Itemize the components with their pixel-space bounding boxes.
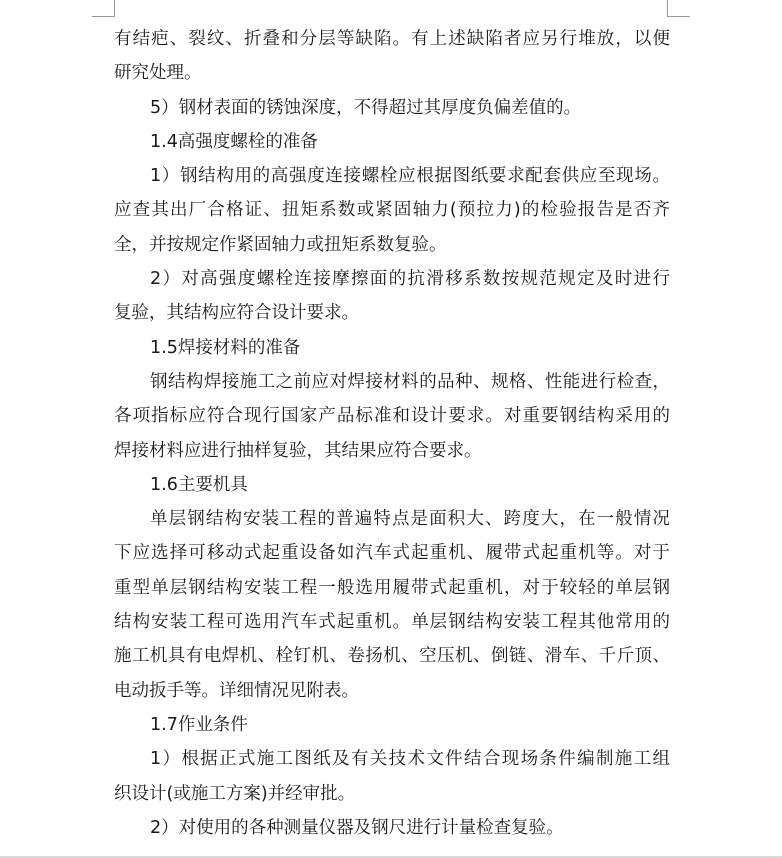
text-line: 研究处理。	[114, 63, 202, 84]
text-line: 各项指标应符合现行国家产品标准和设计要求。对重要钢结构采用的	[114, 406, 670, 427]
text-line: 1）钢结构用的高强度连接螺栓应根据图纸要求配套供应至现场。	[150, 166, 670, 187]
text-line: 2）对高强度螺栓连接摩擦面的抗滑移系数按规范规定及时进行	[150, 269, 670, 290]
section-heading: 1.7作业条件	[150, 714, 248, 735]
text-line: 应查其出厂合格证、扭矩系数或紧固轴力(预拉力)的检验报告是否齐	[114, 200, 670, 221]
text-line: 1）根据正式施工图纸及有关技术文件结合现场条件编制施工组	[150, 749, 670, 770]
text-line: 施工机具有电焊机、栓钉机、卷扬机、空压机、倒链、滑车、千斤顶、	[114, 646, 670, 667]
text-line: 结构安装工程可选用汽车式起重机。单层钢结构安装工程其他常用的	[114, 612, 670, 633]
margin-corner-mark-right	[667, 0, 690, 17]
text-line: 5）钢材表面的锈蚀深度，不得超过其厚度负偏差值的。	[150, 97, 582, 118]
text-line: 2）对使用的各种测量仪器及钢尺进行计量检查复验。	[150, 817, 564, 838]
section-heading: 1.4高强度螺栓的准备	[150, 131, 318, 152]
text-line: 全，并按规定作紧固轴力或扭矩系数复验。	[114, 234, 447, 255]
document-text-body	[114, 22, 670, 845]
text-line: 织设计(或施工方案)并经审批。	[114, 783, 356, 804]
text-line: 复验，其结构应符合设计要求。	[114, 303, 359, 324]
margin-corner-mark-left	[92, 0, 115, 17]
text-line: 单层钢结构安装工程的普遍特点是面积大、跨度大，在一般情况	[150, 509, 670, 530]
text-line: 电动扳手等。详细情况见附表。	[114, 680, 359, 701]
text-line: 焊接材料应进行抽样复验，其结果应符合要求。	[114, 440, 482, 461]
section-heading: 1.5焊接材料的准备	[150, 337, 301, 358]
text-line: 重型单层钢结构安装工程一般选用履带式起重机，对于较轻的单层钢	[114, 577, 670, 598]
text-line: 钢结构焊接施工之前应对焊接材料的品种、规格、性能进行检查，	[150, 371, 670, 392]
text-line: 有结疤、裂纹、折叠和分层等缺陷。有上述缺陷者应另行堆放，以便	[114, 29, 670, 49]
text-line: 下应选择可移动式起重设备如汽车式起重机、履带式起重机等。对于	[114, 543, 670, 564]
section-heading: 1.6主要机具	[150, 474, 248, 495]
